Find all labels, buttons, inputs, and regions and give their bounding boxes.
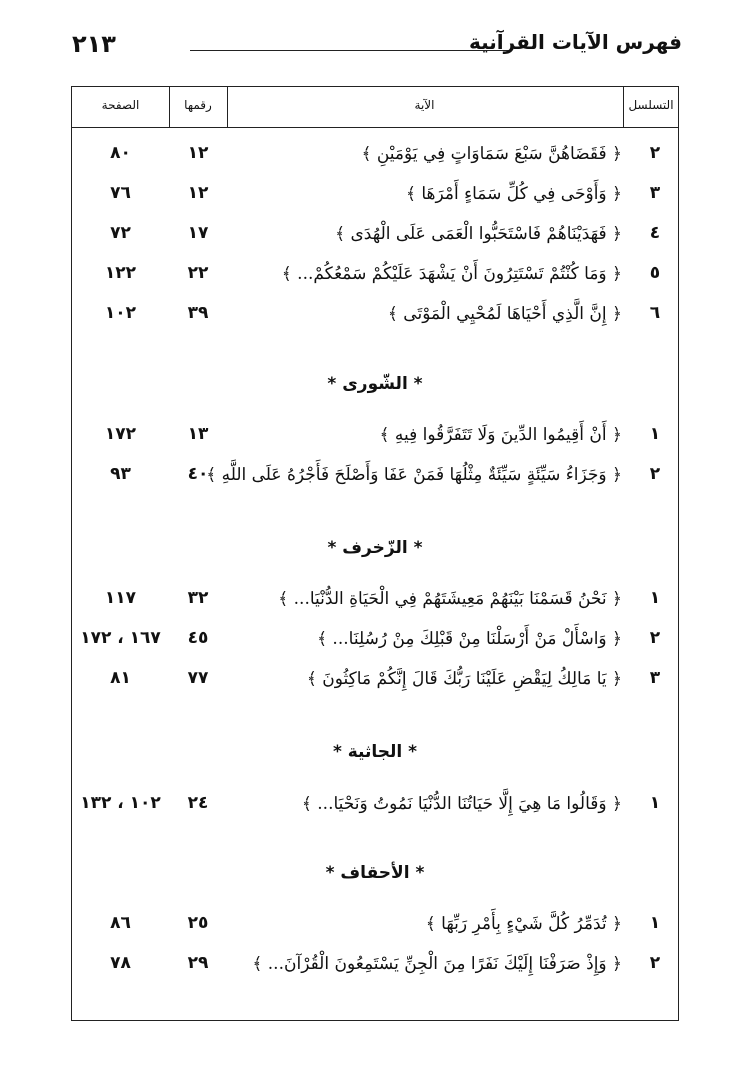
serial-cell: ٣ [649, 183, 661, 203]
verse-number-cell: ٣٢ [187, 588, 209, 608]
table-row [72, 624, 678, 652]
table-row [72, 139, 678, 167]
section-heading [72, 374, 678, 402]
table-header-row [72, 87, 678, 128]
index-table [71, 86, 679, 1021]
page-cell: ٧٢ [110, 223, 131, 243]
page-cell: ٩٣ [110, 464, 131, 484]
verse-number-cell: ٢٩ [187, 953, 209, 973]
section-title: * الأحقاف * [325, 863, 425, 883]
verse-cell: ﴿ إِنَّ الَّذِي أَحْيَاهَا لَمُحْيِي الْمَوْتَى ﴾ [387, 304, 622, 324]
verse-cell: ﴿ أَنْ أَقِيمُوا الدِّينَ وَلَا تَتَفَرَّقُوا فِيهِ ﴾ [379, 425, 622, 445]
table-row [72, 909, 678, 937]
page-cell: ٧٦ [110, 183, 131, 203]
table-row [72, 460, 678, 488]
verse-number-cell: ٤٠ [187, 464, 209, 484]
serial-cell: ١ [649, 424, 661, 444]
header-page: الصفحة [101, 98, 140, 112]
table-row [72, 259, 678, 287]
serial-cell: ٤ [649, 223, 661, 243]
serial-cell: ١ [649, 588, 661, 608]
page-title: فهرس الآيات القرآنية [469, 30, 682, 54]
verse-cell: ﴿ وَقَالُوا مَا هِيَ إِلَّا حَيَاتُنَا الدُّنْيَا نَمُوتُ وَنَحْيَا... ﴾ [301, 794, 622, 814]
page-cell: ١٢٢ [104, 263, 137, 283]
verse-cell: ﴿ وَإِذْ صَرَفْنَا إِلَيْكَ نَفَرًا مِنَ الْجِنِّ يَسْتَمِعُونَ الْقُرْآنَ... ﴾ [252, 954, 622, 974]
verse-cell: ﴿ نَحْنُ قَسَمْنَا بَيْنَهُمْ مَعِيشَتَهُمْ فِي الْحَيَاةِ الدُّنْيَا... ﴾ [278, 589, 622, 609]
header-serial: التسلسل [628, 98, 674, 112]
page-cell: ٧٨ [110, 953, 131, 973]
header-verse: الآية [414, 98, 435, 112]
section-heading [72, 742, 678, 770]
serial-cell: ١ [649, 793, 661, 813]
verse-cell: ﴿ فَهَدَيْنَاهُمْ فَاسْتَحَبُّوا الْعَمَى عَلَى الْهُدَى ﴾ [335, 224, 622, 244]
verse-cell: ﴿ وَأَوْحَى فِي كُلِّ سَمَاءٍ أَمْرَهَا ﴾ [405, 184, 622, 204]
page-number: ٢١٣ [72, 30, 116, 58]
page-cell: ١١٧ [104, 588, 137, 608]
serial-cell: ٢ [649, 464, 661, 484]
verse-cell: ﴿ يَا مَالِكُ لِيَقْضِ عَلَيْنَا رَبُّكَ قَالَ إِنَّكُمْ مَاكِثُونَ ﴾ [306, 669, 622, 689]
verse-number-cell: ٢٤ [187, 793, 209, 813]
table-row [72, 949, 678, 977]
verse-number-cell: ٧٧ [187, 668, 209, 688]
section-heading [72, 538, 678, 566]
verse-number-cell: ٣٩ [187, 303, 209, 323]
page-cell: ٨٦ [110, 913, 131, 933]
page-cell: ١٠٢ [104, 303, 137, 323]
serial-cell: ٢ [649, 953, 661, 973]
verse-number-cell: ٢٢ [187, 263, 209, 283]
verse-cell: ﴿ وَجَزَاءُ سَيِّئَةٍ سَيِّئَةٌ مِثْلُهَا فَمَنْ عَفَا وَأَصْلَحَ فَأَجْرُهُ عَلَى اللَّهِ ﴾ [206, 465, 622, 485]
page-cell: ١٧٢ [104, 424, 137, 444]
page-cell: ١٦٧ ، ١٧٢ [80, 628, 161, 648]
serial-cell: ١ [649, 913, 661, 933]
verse-cell: ﴿ تُدَمِّرُ كُلَّ شَيْءٍ بِأَمْرِ رَبِّهَا ﴾ [425, 914, 622, 934]
section-title: * الجاثية * [332, 742, 418, 762]
header-rule [190, 50, 510, 51]
verse-cell: ﴿ وَمَا كُنْتُمْ تَسْتَتِرُونَ أَنْ يَشْهَدَ عَلَيْكُمْ سَمْعُكُمْ... ﴾ [281, 264, 622, 284]
page-cell: ١٠٢ ، ١٣٢ [80, 793, 161, 813]
page-cell: ٨١ [110, 668, 131, 688]
verse-number-cell: ٢٥ [187, 913, 209, 933]
verse-number-cell: ١٢ [187, 143, 209, 163]
section-heading [72, 863, 678, 891]
section-title: * الشّورى * [327, 374, 423, 394]
verse-cell: ﴿ وَاسْأَلْ مَنْ أَرْسَلْنَا مِنْ قَبْلِكَ مِنْ رُسُلِنَا... ﴾ [317, 629, 622, 649]
page-cell: ٨٠ [110, 143, 131, 163]
verse-number-cell: ١٣ [187, 424, 209, 444]
serial-cell: ٣ [649, 668, 661, 688]
table-row [72, 664, 678, 692]
page-header [72, 30, 682, 64]
table-row [72, 420, 678, 448]
verse-number-cell: ١٧ [187, 223, 209, 243]
column-divider [623, 87, 624, 127]
table-row [72, 299, 678, 327]
verse-number-cell: ٤٥ [187, 628, 209, 648]
section-title: * الزّخرف * [327, 538, 423, 558]
header-number: رقمها [184, 98, 212, 112]
verse-cell: ﴿ فَقَضَاهُنَّ سَبْعَ سَمَاوَاتٍ فِي يَوْمَيْنِ ﴾ [361, 144, 622, 164]
table-row [72, 219, 678, 247]
serial-cell: ٦ [649, 303, 661, 323]
table-row [72, 789, 678, 817]
serial-cell: ٢ [649, 628, 661, 648]
serial-cell: ٢ [649, 143, 661, 163]
table-row [72, 179, 678, 207]
table-row [72, 584, 678, 612]
verse-number-cell: ١٢ [187, 183, 209, 203]
serial-cell: ٥ [649, 263, 661, 283]
